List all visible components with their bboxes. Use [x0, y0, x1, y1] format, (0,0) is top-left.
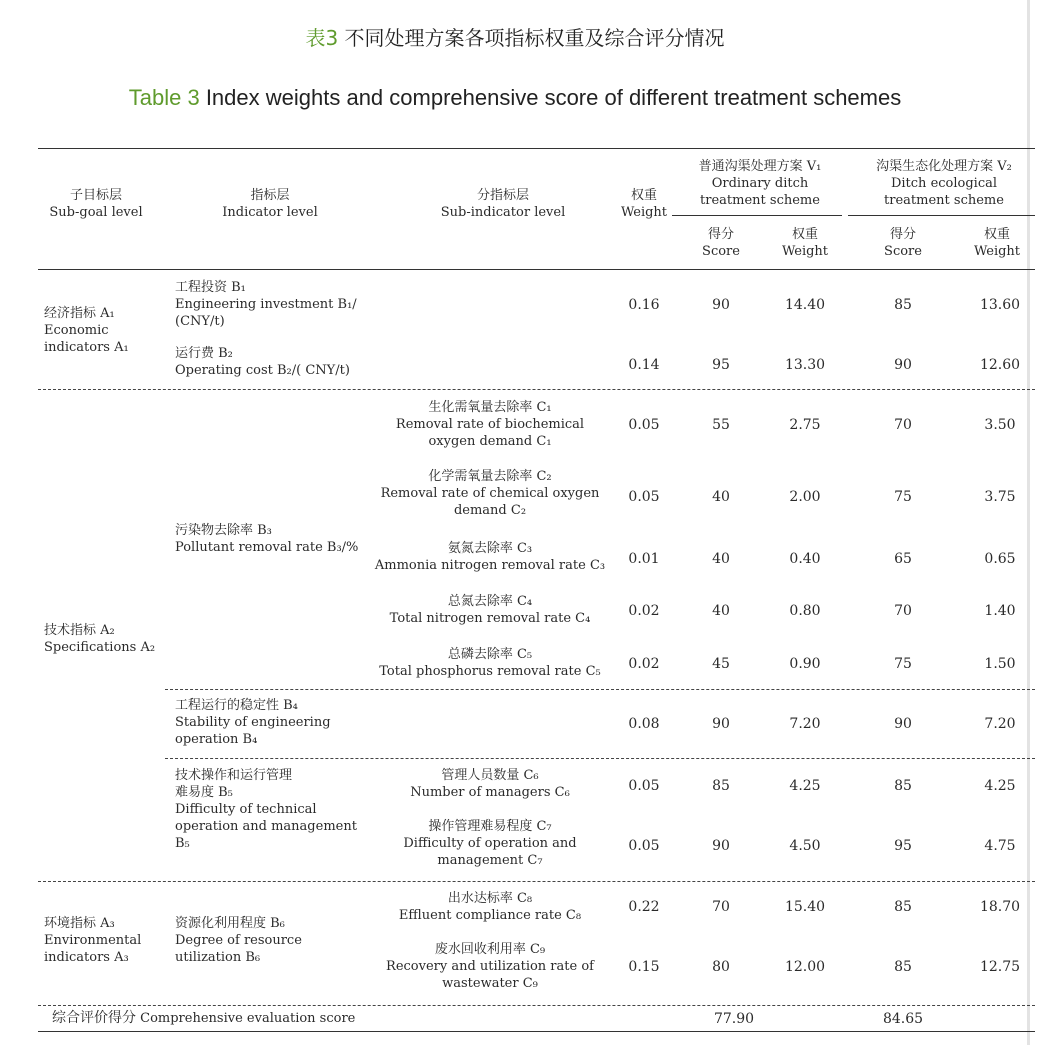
- total-v2: 84.65: [882, 1011, 924, 1027]
- subindicator-c1: 生化需氧量去除率 C₁ Removal rate of biochemical oxygen demand C₁: [395, 400, 585, 449]
- cell-v1-weight: 13.30: [784, 357, 826, 373]
- group-divider-a1: [38, 389, 1035, 390]
- cell-weight: 0.05: [628, 778, 660, 794]
- cell-weight: 0.02: [628, 656, 660, 672]
- header-v1-weight: 权重 Weight: [781, 227, 829, 259]
- subindicator-c6: 管理人员数量 C₆ Number of managers C₆: [410, 768, 570, 800]
- cell-v1-score: 90: [712, 838, 730, 854]
- cell-v1-score: 40: [712, 489, 730, 505]
- v2-header-rule: [848, 215, 1035, 216]
- cell-v1-weight: 15.40: [784, 899, 826, 915]
- cell-v2-score: 95: [894, 838, 912, 854]
- cell-weight: 0.15: [628, 959, 660, 975]
- cell-weight: 0.05: [628, 489, 660, 505]
- indicator-b2: 运行费 B₂ Operating cost B₂/( CNY/t): [175, 346, 350, 378]
- indicator-b1: 工程投资 B₁ Engineering investment B₁/ (CNY/t): [175, 280, 357, 329]
- header-subgoal: 子目标层 Sub-goal level: [49, 188, 143, 220]
- total-label: 综合评价得分 Comprehensive evaluation score: [52, 1010, 356, 1026]
- header-v1-score: 得分 Score: [702, 227, 740, 259]
- cell-v1-weight: 2.75: [789, 417, 821, 433]
- cell-v2-weight: 1.50: [984, 656, 1016, 672]
- subindicator-c7: 操作管理难易程度 C₇ Difficulty of operation and management C₇: [403, 819, 577, 868]
- subindicator-c3: 氨氮去除率 C₃ Ammonia nitrogen removal rate C₃: [374, 541, 606, 573]
- cell-v1-weight: 7.20: [789, 716, 821, 732]
- cell-v2-score: 65: [894, 551, 912, 567]
- indicator-divider-b4: [165, 758, 1035, 759]
- table-title-en: Index weights and comprehensive score of different treatment schemes: [199, 85, 902, 110]
- header-bottom-rule: [38, 269, 1035, 270]
- cell-v1-weight: 0.90: [789, 656, 821, 672]
- cell-v1-score: 85: [712, 778, 730, 794]
- indicator-b3: 污染物去除率 B₃ Pollutant removal rate B₃/%: [175, 523, 359, 555]
- cell-v2-weight: 3.50: [984, 417, 1016, 433]
- subindicator-c5: 总磷去除率 C₅ Total phosphorus removal rate C₅: [379, 647, 601, 679]
- cell-v1-score: 40: [712, 551, 730, 567]
- header-scheme-v2: 沟渠生态化处理方案 V₂ Ditch ecological treatment scheme: [876, 159, 1012, 208]
- cell-v1-score: 55: [712, 417, 730, 433]
- cell-v1-weight: 2.00: [789, 489, 821, 505]
- subindicator-c8: 出水达标率 C₈ Effluent compliance rate C₈: [398, 891, 582, 923]
- indicator-b4: 工程运行的稳定性 B₄ Stability of engineering operation B₄: [175, 698, 331, 747]
- cell-v2-score: 90: [894, 357, 912, 373]
- cell-v2-weight: 12.60: [979, 357, 1021, 373]
- table-title-zh: 不同处理方案各项指标权重及综合评分情况: [338, 26, 725, 50]
- cell-v1-score: 95: [712, 357, 730, 373]
- cell-weight: 0.14: [628, 357, 660, 373]
- header-v2-score: 得分 Score: [884, 227, 922, 259]
- subindicator-c2: 化学需氧量去除率 C₂ Removal rate of chemical oxygen demand C₂: [380, 469, 600, 518]
- cell-weight: 0.05: [628, 417, 660, 433]
- header-indicator: 指标层 Indicator level: [222, 188, 318, 220]
- cell-v1-weight: 0.80: [789, 603, 821, 619]
- total-v1: 77.90: [713, 1011, 755, 1027]
- cell-v2-score: 70: [894, 417, 912, 433]
- cell-weight: 0.08: [628, 716, 660, 732]
- cell-v1-score: 80: [712, 959, 730, 975]
- cell-weight: 0.05: [628, 838, 660, 854]
- cell-v2-score: 85: [894, 297, 912, 313]
- table-number-zh: 表3: [305, 26, 339, 50]
- cell-v1-weight: 4.50: [789, 838, 821, 854]
- group-divider-a3: [38, 1005, 1035, 1006]
- indicator-b6: 资源化利用程度 B₆ Degree of resource utilization B₆: [175, 916, 302, 965]
- cell-v2-score: 85: [894, 899, 912, 915]
- cell-weight: 0.02: [628, 603, 660, 619]
- cell-v2-score: 75: [894, 489, 912, 505]
- cell-v1-weight: 12.00: [784, 959, 826, 975]
- indicator-divider-b3: [165, 689, 1035, 690]
- table-bottom-rule: [38, 1031, 1035, 1032]
- header-subindicator: 分指标层 Sub-indicator level: [440, 188, 566, 220]
- header-scheme-v1: 普通沟渠处理方案 V₁ Ordinary ditch treatment scheme: [698, 159, 822, 208]
- header-v2-weight: 权重 Weight: [973, 227, 1021, 259]
- cell-v2-weight: 13.60: [979, 297, 1021, 313]
- v1-header-rule: [672, 215, 842, 216]
- cell-v2-weight: 4.25: [984, 778, 1016, 794]
- cell-v2-score: 85: [894, 959, 912, 975]
- cell-v2-weight: 7.20: [984, 716, 1016, 732]
- cell-v2-weight: 0.65: [984, 551, 1016, 567]
- cell-weight: 0.22: [628, 899, 660, 915]
- cell-v1-weight: 0.40: [789, 551, 821, 567]
- cell-weight: 0.16: [628, 297, 660, 313]
- group-a2: 技术指标 A₂ Specifications A₂: [44, 623, 156, 655]
- cell-v1-score: 90: [712, 716, 730, 732]
- header-weight: 权重 Weight: [620, 188, 668, 220]
- cell-v2-score: 75: [894, 656, 912, 672]
- cell-v1-score: 45: [712, 656, 730, 672]
- cell-v1-score: 40: [712, 603, 730, 619]
- cell-v2-weight: 4.75: [984, 838, 1016, 854]
- cell-v2-score: 90: [894, 716, 912, 732]
- cell-v2-weight: 12.75: [979, 959, 1021, 975]
- subindicator-c9: 废水回收利用率 C₉ Recovery and utilization rate of wastewater C₉: [386, 942, 594, 991]
- group-a1: 经济指标 A₁ Economic indicators A₁: [44, 306, 129, 355]
- cell-v1-weight: 14.40: [784, 297, 826, 313]
- cell-v2-score: 70: [894, 603, 912, 619]
- group-divider-a2: [38, 881, 1035, 882]
- indicator-b5: 技术操作和运行管理 难易度 B₅ Difficulty of technical operation and management B₅: [175, 768, 357, 851]
- cell-v2-score: 85: [894, 778, 912, 794]
- cell-v1-score: 70: [712, 899, 730, 915]
- subindicator-c4: 总氮去除率 C₄ Total nitrogen removal rate C₄: [389, 594, 591, 626]
- cell-v1-score: 90: [712, 297, 730, 313]
- table-number-en: Table 3: [128, 85, 200, 110]
- table-top-rule: [38, 148, 1035, 149]
- group-a3: 环境指标 A₃ Environmental indicators A₃: [44, 916, 142, 965]
- cell-v2-weight: 3.75: [984, 489, 1016, 505]
- cell-v2-weight: 1.40: [984, 603, 1016, 619]
- cell-v1-weight: 4.25: [789, 778, 821, 794]
- cell-weight: 0.01: [628, 551, 660, 567]
- cell-v2-weight: 18.70: [979, 899, 1021, 915]
